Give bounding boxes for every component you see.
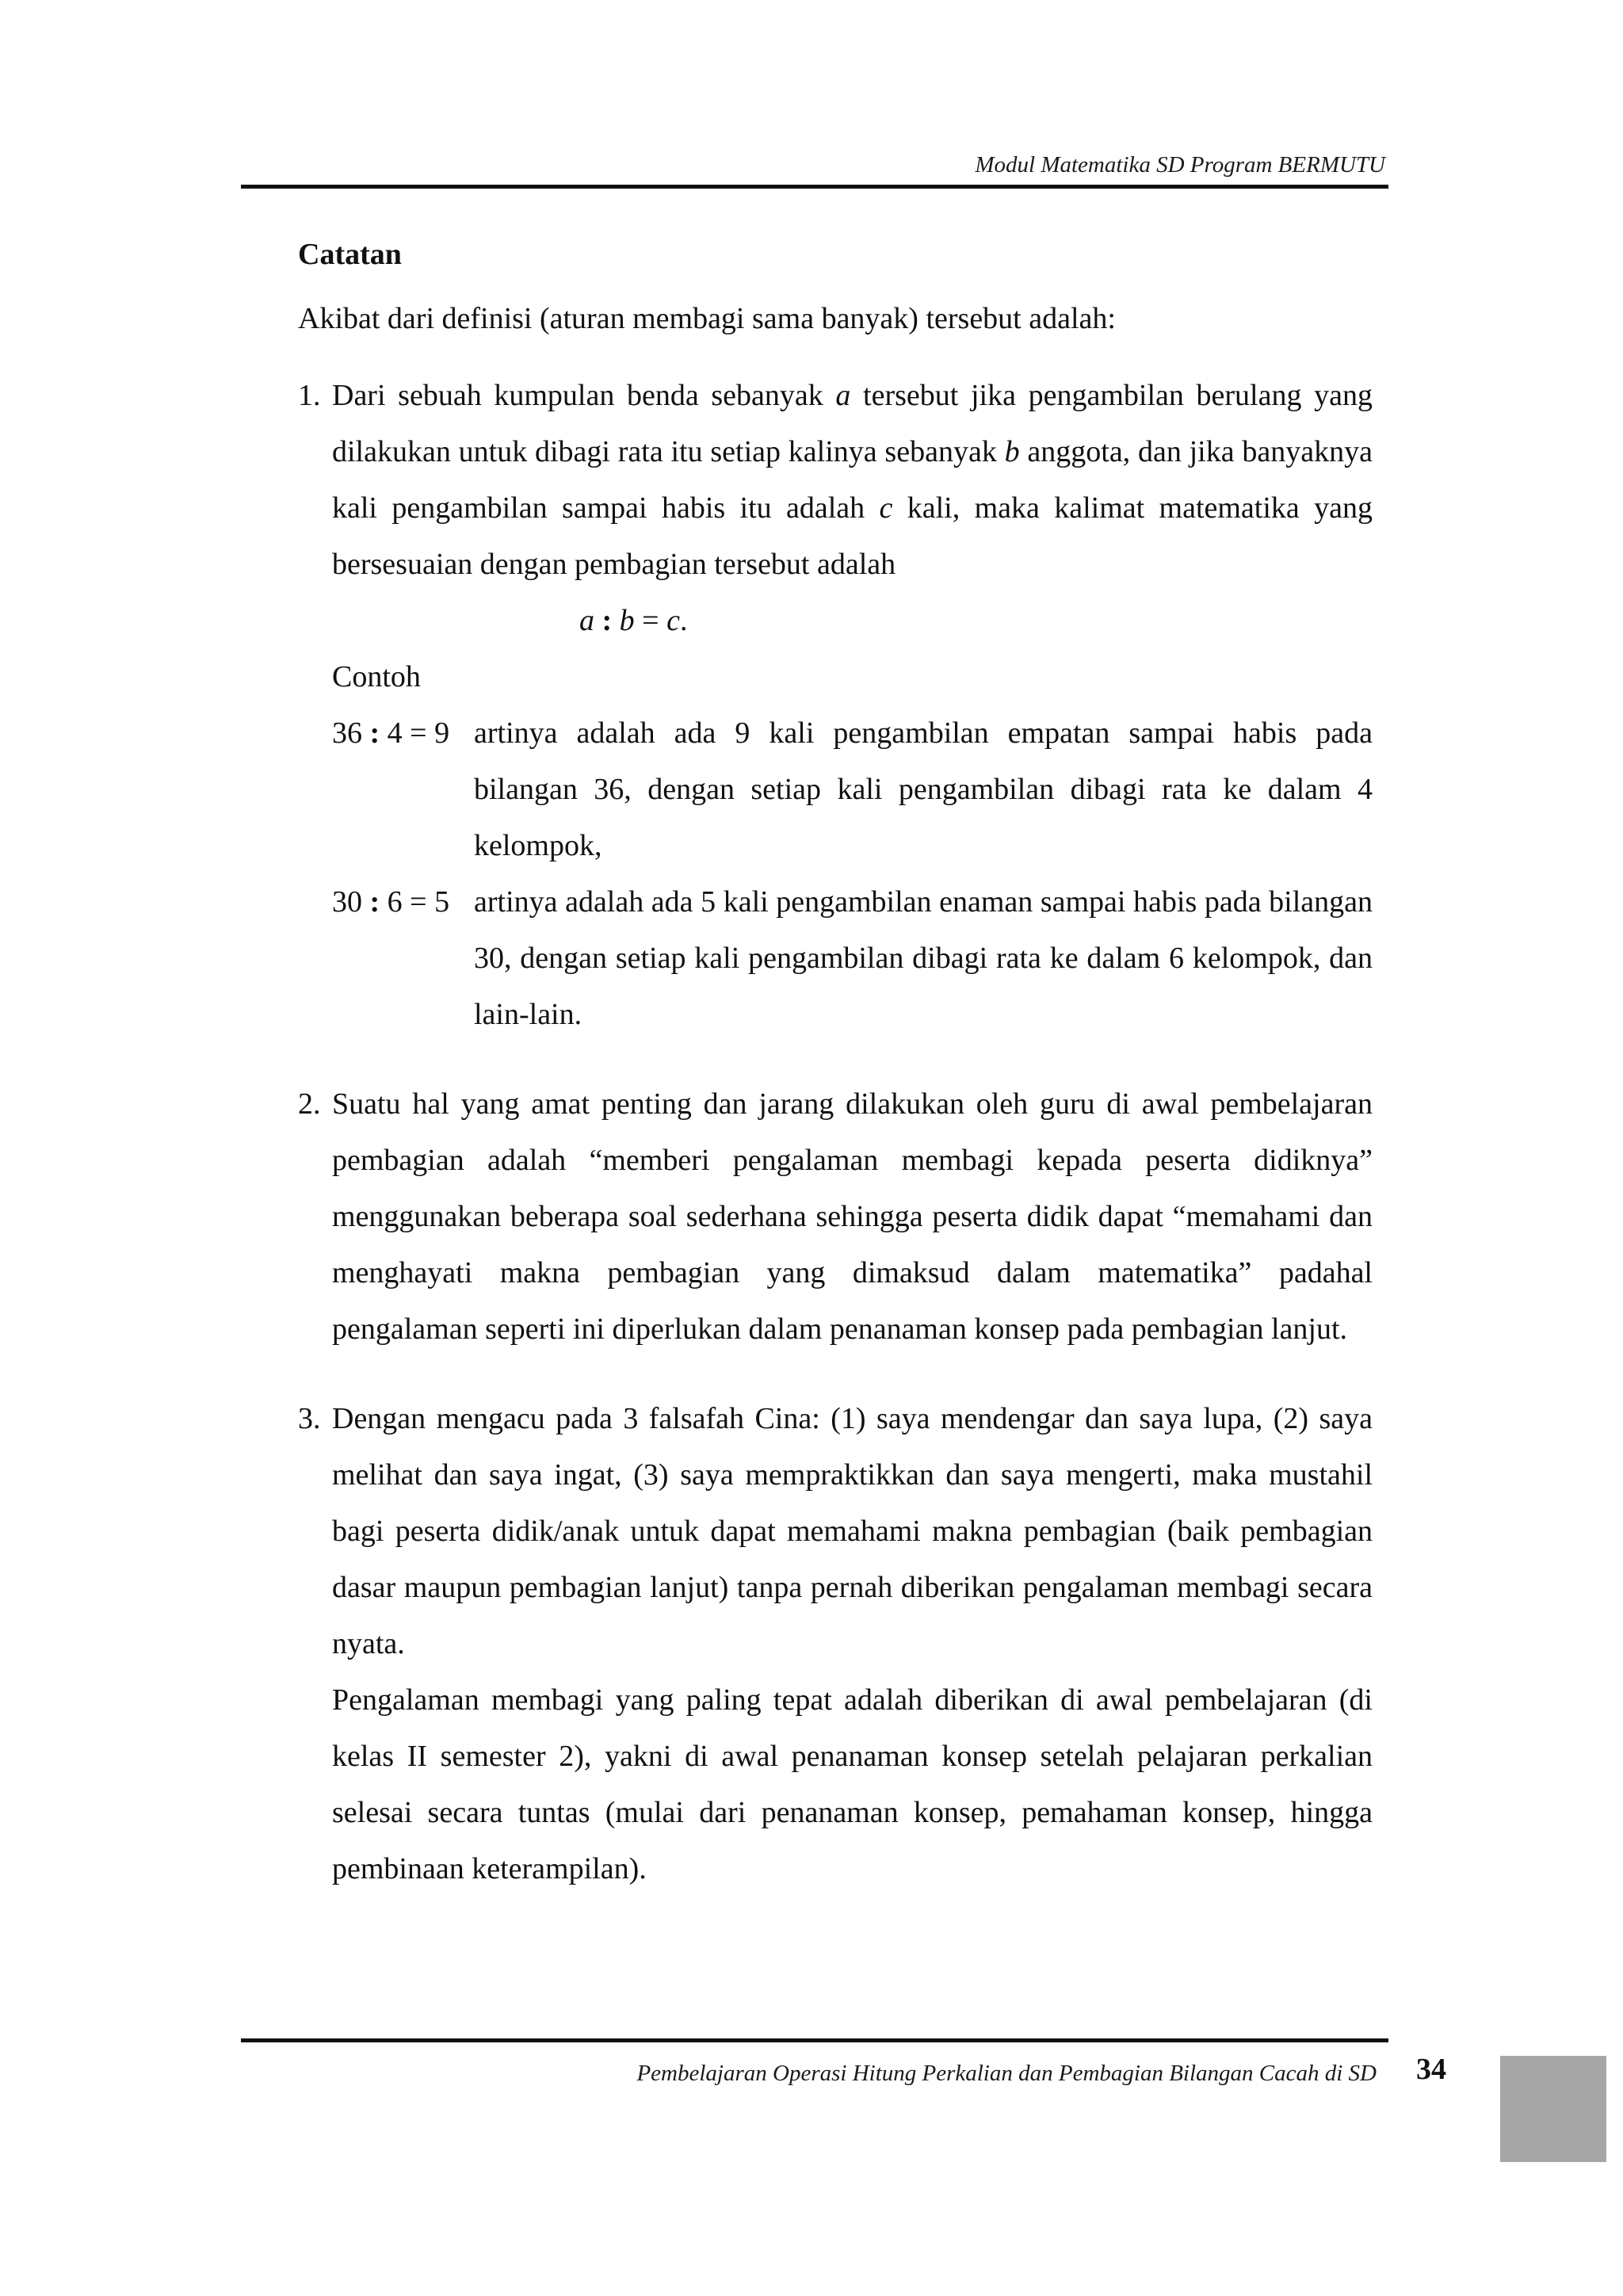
- formula-equals: =: [642, 604, 659, 637]
- division-formula: [298, 593, 1373, 649]
- item-text: Pengalaman membagi yang paling tepat adalah diberikan di awal pembelajaran (di kelas II semester 2), yakni di awal penanaman konsep setelah pelajaran perkalian selesai secara tuntas (mulai dari penanaman konsep, pemahaman konsep, hingga pembinaan keterampilan).: [332, 1683, 1373, 1885]
- example-1: [332, 705, 1373, 874]
- running-footer: Pembelajaran Operasi Hitung Perkalian dan Pembagian Bilangan Cacah di SD: [636, 2061, 1377, 2086]
- page-number: 34: [1416, 2053, 1446, 2086]
- running-header: Modul Matematika SD Program BERMUTU: [975, 152, 1385, 178]
- example-2: [332, 874, 1373, 1043]
- variable-c: c: [879, 491, 893, 525]
- list-item-3-continued: [298, 1672, 1373, 1897]
- example-text: artinya adalah ada 9 kali pengambilan empatan sampai habis pada bilangan 36, dengan setiap kali pengambilan dibagi rata ke dalam 4 kelompok,: [474, 716, 1373, 862]
- variable-b: b: [1004, 435, 1020, 468]
- formula-a: a: [579, 604, 594, 637]
- item-number: 2.: [298, 1087, 321, 1121]
- list-item-1: [298, 368, 1373, 593]
- item-text: Dari sebuah kumpulan benda sebanyak: [332, 379, 836, 412]
- item-text: Suatu hal yang amat penting dan jarang dilakukan oleh guru di awal pembelajaran pembagian adalah “memberi pengalaman membagi kepada peserta didiknya” menggunakan beberapa soal sederhana sehingga peserta didik dapat “memahami dan menghayati makna pembagian yang dimaksud dalam matematika” padahal pengalaman seperti ini diperlukan dalam penanaman konsep pada pembagian lanjut.: [332, 1087, 1373, 1346]
- item-number: 3.: [298, 1402, 321, 1435]
- item-text: Dengan mengacu pada 3 falsafah Cina: (1) saya mendengar dan saya lupa, (2) saya melihat dan saya ingat, (3) saya mempraktikkan dan saya mengerti, maka mustahil bagi peserta didik/anak untuk dapat memahami makna pembagian (baik pembagian dasar maupun pembagian lanjut) tanpa pernah diberikan pengalaman membagi secara nyata.: [332, 1402, 1373, 1660]
- example-equation: 36 : 4 = 9: [332, 716, 450, 750]
- example-block: [298, 649, 1373, 1043]
- formula-b: b: [619, 604, 635, 637]
- item-text: kali, maka kalimat matematika yang bersesuaian dengan pembagian tersebut adalah: [332, 491, 1373, 581]
- header-rule: [241, 185, 1388, 189]
- item-number: 1.: [298, 379, 321, 412]
- section-intro: Akibat dari definisi (aturan membagi sama banyak) tersebut adalah:: [298, 302, 1116, 335]
- formula-c: c: [666, 604, 680, 637]
- variable-a: a: [835, 379, 851, 412]
- formula-colon: :: [601, 604, 613, 637]
- page-body: [298, 227, 1373, 1897]
- example-text: artinya adalah ada 5 kali pengambilan enaman sampai habis pada bilangan 30, dengan setiap kali pengambilan dibagi rata ke dalam 6 kelompok, dan lain-lain.: [474, 885, 1373, 1031]
- list-item-3: [298, 1391, 1373, 1672]
- example-equation: 30 : 6 = 5: [332, 885, 450, 919]
- example-label: Contoh: [332, 660, 421, 693]
- list-item-2: [298, 1076, 1373, 1358]
- footer-rule: [241, 2038, 1388, 2042]
- page-tab-marker: [1500, 2056, 1606, 2162]
- item-text: anggota, dan jika banyaknya kali pengambilan sampai habis itu adalah: [332, 435, 1373, 525]
- formula-period: .: [679, 604, 688, 637]
- section-heading: Catatan: [298, 238, 402, 271]
- item-text: tersebut jika pengambilan berulang yang dilakukan untuk dibagi rata itu setiap kalinya sebanyak: [332, 379, 1373, 468]
